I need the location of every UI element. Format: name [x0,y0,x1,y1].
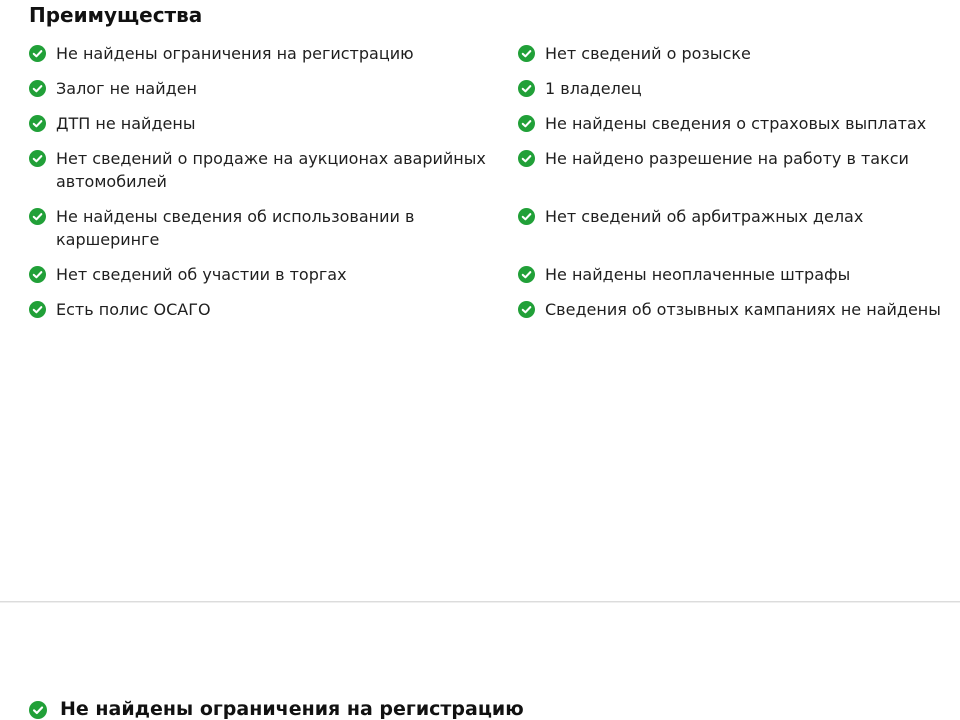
advantages-list-right [518,42,960,321]
advantage-text: Не найдены сведения о страховых выплатах [545,114,927,133]
advantage-item [518,77,960,100]
advantage-text: 1 владелец [545,79,642,98]
advantage-item [518,263,960,286]
advantage-text: Не найдены ограничения на регистрацию [56,44,414,63]
check-circle-icon [29,701,47,719]
advantage-item [518,112,960,135]
advantage-text: Сведения об отзывных кампаниях не найдены [545,300,941,319]
advantage-item [29,42,509,65]
advantage-text: Залог не найден [56,79,197,98]
check-circle-icon [518,80,535,97]
check-circle-icon [29,45,46,62]
advantage-item [518,147,960,170]
advantage-text: Есть полис ОСАГО [56,300,211,319]
section-divider [0,601,960,603]
check-circle-icon [518,208,535,225]
check-circle-icon [518,115,535,132]
registration-section-header[interactable] [29,696,524,720]
advantage-item [518,205,960,228]
advantage-text: Не найдено разрешение на работу в такси [545,149,909,168]
check-circle-icon [29,115,46,132]
check-circle-icon [518,266,535,283]
check-circle-icon [29,208,46,225]
check-circle-icon [29,301,46,318]
advantages-title: Преимущества [29,3,203,27]
advantage-item [29,147,509,193]
advantage-item [29,263,509,286]
check-circle-icon [518,150,535,167]
section-title: Не найдены ограничения на регистрацию [60,698,524,720]
advantage-text: ДТП не найдены [56,114,196,133]
advantages-list-left [29,42,509,321]
advantage-text: Нет сведений об участии в торгах [56,265,347,284]
check-circle-icon [518,45,535,62]
advantage-item [518,42,960,65]
advantage-text: Не найдены сведения об использовании в каршеринге [56,207,415,249]
advantage-text: Нет сведений о продаже на аукционах аварийных автомобилей [56,149,486,191]
advantage-text: Не найдены неоплаченные штрафы [545,265,851,284]
advantage-item [29,77,509,100]
check-circle-icon [518,301,535,318]
check-circle-icon [29,80,46,97]
advantage-item [518,298,960,321]
advantage-item [29,205,509,251]
check-circle-icon [29,150,46,167]
advantage-text: Нет сведений о розыске [545,44,751,63]
advantage-item [29,112,509,135]
advantage-text: Нет сведений об арбитражных делах [545,207,864,226]
advantage-item [29,298,509,321]
check-circle-icon [29,266,46,283]
